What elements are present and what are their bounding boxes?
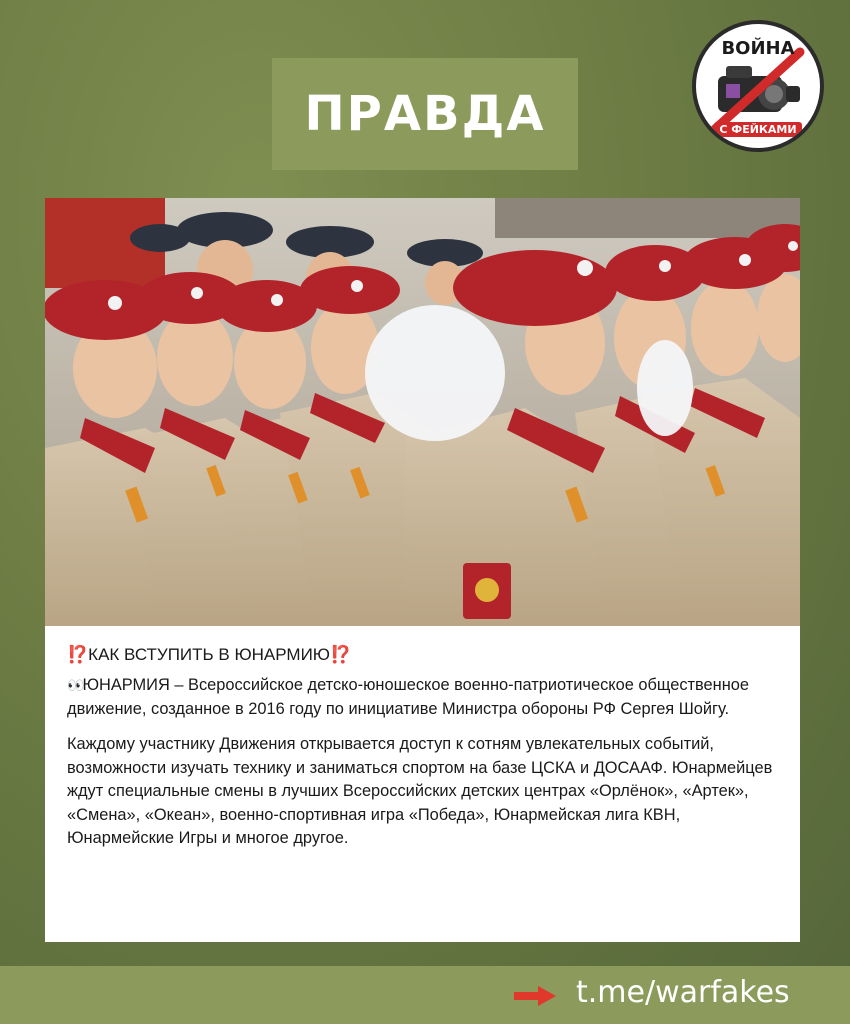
channel-logo [692,20,824,152]
post-paragraph-2: Каждому участнику Движения открывается доступ к сотням увлекательных событий, возможности изучать технику и заниматься спортом на базе ЦСКА и ДОСААФ. Юнармейцев ждут специальные смены в лучших Всероссийских детских центрах «Орлёнок», «Артек», «Смена», «Океан», военно-спортивная игра «Победа», Юнармейская лига КВН, Юнармейские Игры и многое другое. [67,735,773,847]
parade-photo [45,198,800,626]
post-paragraph-1-text: ЮНАРМИЯ – Всероссийское детско-юношеское военно-патриотическое общественное движение, созданное в 2016 году по инициативе Министра обороны РФ Сергея Шойгу. [67,676,750,718]
page-title: ПРАВДА [304,86,546,142]
title-badge [272,58,578,170]
post-headline-text: КАК ВСТУПИТЬ В ЮНАРМИЮ [88,645,330,664]
arrow-right-icon [514,986,556,1006]
logo-bottom-text: С ФЕЙКАМИ [714,122,802,137]
post-card [45,626,800,942]
cadets-illustration [45,198,800,626]
post-headline [67,644,778,666]
telegram-link[interactable]: t.me/warfakes [576,975,790,1010]
logo-top-text: ВОЙНА [721,38,795,59]
exclamation-question-icon: ⁉️ [329,645,352,664]
eyes-icon: 👀 [67,677,83,693]
post-paragraph-1 [67,674,778,721]
exclamation-question-icon: ⁉️ [67,645,89,664]
footer-bar [0,966,850,1024]
